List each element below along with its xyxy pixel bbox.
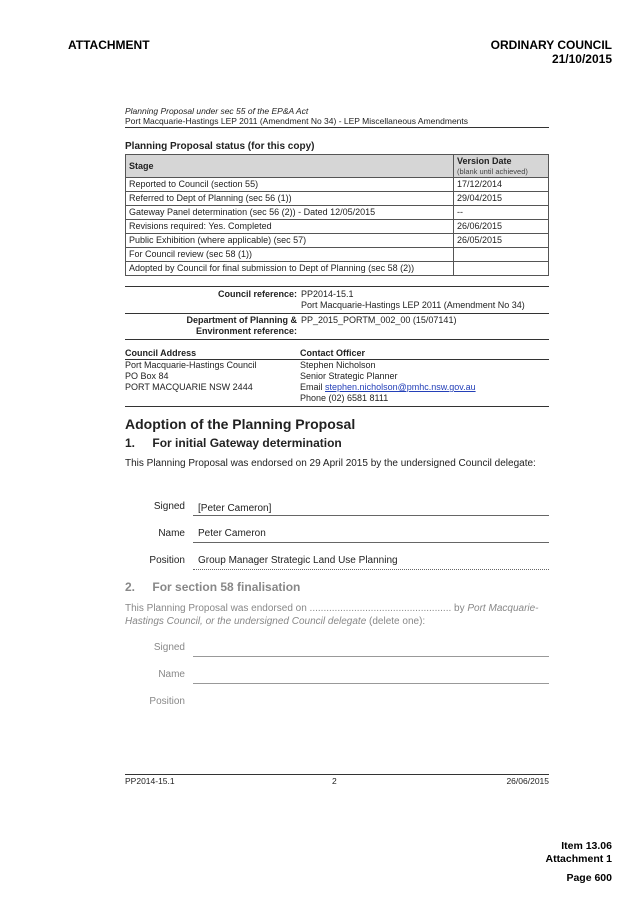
signed-value: [Peter Cameron]: [198, 503, 272, 514]
intro-line-1: Planning Proposal under sec 55 of the EP&A Act: [125, 106, 309, 116]
stage-cell: Reported to Council (section 55): [126, 178, 454, 192]
position-label: Position: [149, 555, 185, 566]
signed-label: Signed: [153, 501, 185, 512]
table-row: [126, 206, 549, 220]
name-2-label: Name: [158, 669, 185, 680]
council-reference-label: Council reference:: [217, 289, 297, 299]
table-row: [126, 262, 549, 276]
name-label: Name: [158, 528, 185, 539]
status-table-header: [126, 155, 549, 178]
dept-reference-value: PP_2015_PORTM_002_00 (15/07141): [301, 315, 457, 325]
officer-name: Stephen Nicholson: [300, 360, 376, 370]
dept-reference-label-line2: Environment reference:: [195, 326, 297, 336]
dept-reference-label-line1: Department of Planning &: [186, 315, 297, 325]
council-reference-lep: Port Macquarie-Hastings LEP 2011 (Amendment No 34): [301, 300, 525, 310]
table-row: [126, 248, 549, 262]
page-footer: [125, 774, 549, 786]
contact-officer-heading: Contact Officer: [300, 348, 366, 358]
footer-date: 26/06/2015: [506, 776, 549, 786]
table-row: [126, 234, 549, 248]
attachment-number: Attachment 1: [545, 853, 612, 865]
officer-email-row: [300, 382, 476, 393]
address-line: PORT MACQUARIE NSW 2444: [125, 382, 253, 392]
item-number: Item 13.06: [561, 840, 612, 852]
council-reference: [125, 289, 549, 311]
section-2-text-b: Port Macquarie-Hastings Council, or the undersigned Council delegate: [125, 603, 539, 627]
council-reference-value: PP2014-15.1: [301, 289, 354, 299]
section-2-heading: [125, 580, 549, 594]
section-2-text-c: (delete one):: [366, 616, 426, 627]
section-1-title: For initial Gateway determination: [152, 436, 342, 450]
date-cell: 26/06/2015: [454, 220, 549, 234]
date-cell: 26/05/2015: [454, 234, 549, 248]
date-cell: [454, 248, 549, 262]
officer-email-link[interactable]: stephen.nicholson@pmhc.nsw.gov.au: [325, 382, 476, 392]
dept-reference-label: [125, 315, 301, 337]
section-2-number: 2.: [125, 580, 136, 594]
contact-headings: [125, 348, 549, 359]
intro-line-2: Port Macquarie-Hastings LEP 2011 (Amendment No 34) - LEP Miscellaneous Amendments: [125, 116, 549, 128]
name-2-line: [193, 669, 549, 684]
contact-officer: [300, 360, 476, 404]
version-date-label: Version Date: [457, 156, 512, 166]
position-value: Group Manager Strategic Land Use Planning: [198, 555, 398, 566]
intro-block: [125, 106, 549, 128]
date-cell: --: [454, 206, 549, 220]
stage-cell: Adopted by Council for final submission to Dept of Planning (sec 58 (2)): [126, 262, 454, 276]
section-1-text: This Planning Proposal was endorsed on 29 April 2015 by the undersigned Council delegate:: [125, 458, 536, 469]
section-2: [125, 580, 549, 628]
table-row: [126, 220, 549, 234]
date-cell: 29/04/2015: [454, 192, 549, 206]
date-cell: 17/12/2014: [454, 178, 549, 192]
attachment-header: ATTACHMENT: [68, 38, 150, 52]
table-row: [126, 178, 549, 192]
footer-page-number: 2: [332, 776, 337, 786]
stage-cell: Gateway Panel determination (sec 56 (2)) - Dated 12/05/2015: [126, 206, 454, 220]
dept-reference: [125, 315, 549, 337]
stage-cell: Revisions required: Yes. Completed: [126, 220, 454, 234]
stage-column-header: Stage: [126, 155, 454, 178]
officer-title: Senior Strategic Planner: [300, 371, 398, 381]
table-row: [126, 192, 549, 206]
position-2-label: Position: [149, 696, 185, 707]
name-value: Peter Cameron: [198, 528, 266, 539]
council-address-heading: Council Address: [125, 348, 197, 358]
section-2-text: [125, 602, 549, 628]
page-number: Page 600: [566, 872, 612, 884]
contact-details: [125, 360, 549, 404]
officer-phone: Phone (02) 6581 8111: [300, 393, 389, 403]
section-2-title: For section 58 finalisation: [152, 580, 301, 594]
version-column-header: [454, 155, 549, 178]
status-section: [125, 141, 549, 276]
date-cell: [454, 262, 549, 276]
section-2-text-a: This Planning Proposal was endorsed on ................................................... by: [125, 603, 468, 614]
stage-cell: Referred to Dept of Planning (sec 56 (1)): [126, 192, 454, 206]
signed-2-label: Signed: [153, 642, 185, 653]
footer-reference: PP2014-15.1: [125, 776, 175, 786]
email-label: Email: [300, 382, 323, 392]
meeting-date: 21/10/2015: [551, 52, 612, 66]
status-title: Planning Proposal status (for this copy): [125, 141, 315, 152]
address-line: PO Box 84: [125, 371, 169, 381]
meeting-name: ORDINARY COUNCIL: [490, 38, 612, 52]
status-table: [125, 154, 549, 276]
council-address: [125, 360, 300, 404]
signed-2-line: [193, 642, 549, 657]
references-block: [125, 286, 549, 340]
meeting-header: [491, 38, 612, 66]
adoption-title: Adoption of the Planning Proposal: [125, 416, 356, 432]
contact-block: [125, 348, 549, 407]
section-1-number: 1.: [125, 436, 136, 450]
address-line: Port Macquarie-Hastings Council: [125, 360, 257, 370]
stage-cell: Public Exhibition (where applicable) (sec 57): [126, 234, 454, 248]
adoption-section: [125, 416, 549, 470]
stage-cell: For Council review (sec 58 (1)): [126, 248, 454, 262]
version-date-note: (blank until achieved): [457, 167, 528, 176]
section-1-heading: [125, 436, 549, 450]
